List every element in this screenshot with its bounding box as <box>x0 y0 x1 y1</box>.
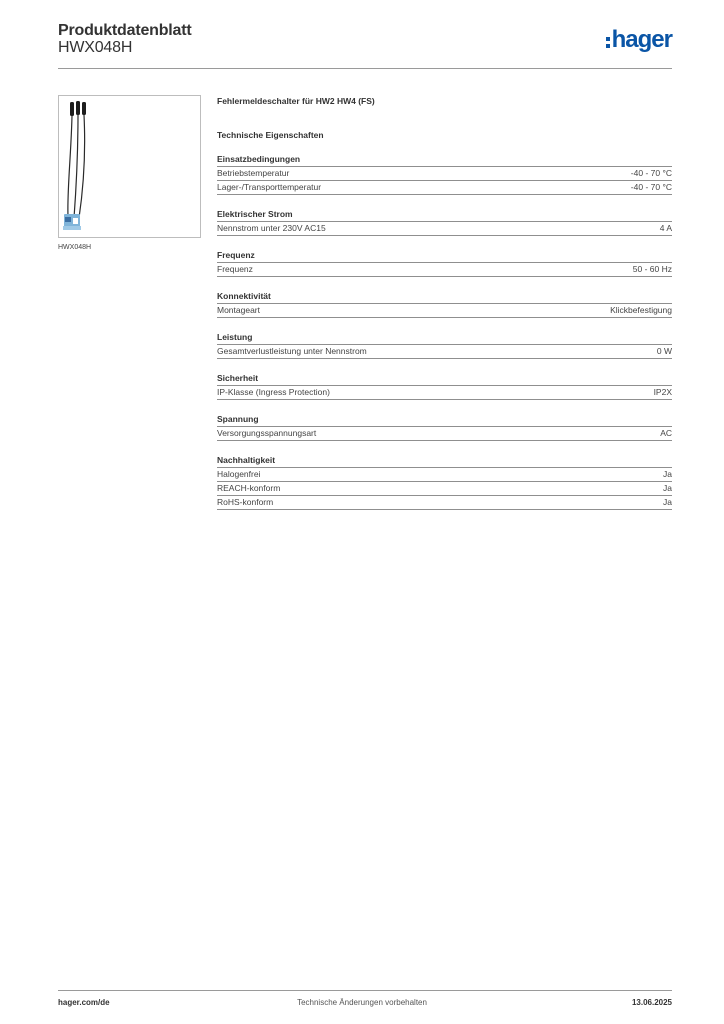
product-code: HWX048H <box>58 39 133 56</box>
page-header <box>58 22 672 70</box>
header-divider <box>58 68 672 69</box>
spec-value: 0 W <box>656 346 672 356</box>
product-image <box>58 95 201 238</box>
spec-group-title: Leistung <box>217 332 672 345</box>
spec-label: RoHS-konform <box>217 497 274 507</box>
spec-value: IP2X <box>653 387 672 397</box>
footer-website-link[interactable]: hager.com/de <box>58 998 110 1007</box>
spec-row <box>217 345 672 359</box>
spec-group-title: Einsatzbedingungen <box>217 154 672 167</box>
spec-group-title: Konnektivität <box>217 291 672 304</box>
spec-group <box>217 373 672 400</box>
spec-row <box>217 304 672 318</box>
spec-label: Nennstrom unter 230V AC15 <box>217 223 326 233</box>
logo-colon-icon <box>606 37 610 48</box>
spec-row <box>217 468 672 482</box>
spec-label: Versorgungsspannungsart <box>217 428 317 438</box>
spec-row <box>217 496 672 510</box>
logo-text: hager <box>611 26 672 53</box>
spec-row <box>217 427 672 441</box>
specifications <box>217 96 672 510</box>
spec-value: AC <box>660 428 672 438</box>
spec-group-title: Frequenz <box>217 250 672 263</box>
footer-notice: Technische Änderungen vorbehalten <box>297 998 427 1007</box>
spec-value: Klickbefestigung <box>610 305 672 315</box>
document-title: Produktdatenblatt <box>58 22 192 39</box>
spec-value: -40 - 70 °C <box>630 182 672 192</box>
spec-label: Gesamtverlustleistung unter Nennstrom <box>217 346 367 356</box>
spec-group <box>217 250 672 277</box>
spec-row <box>217 263 672 277</box>
hager-logo <box>606 28 672 52</box>
spec-row <box>217 222 672 236</box>
spec-label: IP-Klasse (Ingress Protection) <box>217 387 330 397</box>
product-image-caption: HWX048H <box>58 244 92 251</box>
spec-value: 50 - 60 Hz <box>632 264 672 274</box>
footer-date: 13.06.2025 <box>631 998 672 1007</box>
spec-label: Montageart <box>217 305 260 315</box>
spec-group <box>217 154 672 195</box>
spec-group-title: Elektrischer Strom <box>217 209 672 222</box>
spec-group-title: Nachhaltigkeit <box>217 455 672 468</box>
spec-label: Frequenz <box>217 264 253 274</box>
spec-label: REACH-konform <box>217 483 281 493</box>
spec-row <box>217 167 672 181</box>
spec-row <box>217 482 672 496</box>
spec-label: Halogenfrei <box>217 469 261 479</box>
spec-group <box>217 455 672 510</box>
spec-row <box>217 181 672 195</box>
spec-group-title: Sicherheit <box>217 373 672 386</box>
spec-value: 4 A <box>659 223 672 233</box>
spec-value: Ja <box>663 497 672 507</box>
spec-label: Lager-/Transporttemperatur <box>217 182 322 192</box>
spec-group <box>217 414 672 441</box>
spec-group <box>217 332 672 359</box>
spec-group <box>217 291 672 318</box>
section-title: Technische Eigenschaften <box>217 130 324 140</box>
spec-value: Ja <box>663 483 672 493</box>
product-image-drawing <box>59 96 202 239</box>
product-name: Fehlermeldeschalter für HW2 HW4 (FS) <box>217 96 375 106</box>
spec-group-title: Spannung <box>217 414 672 427</box>
spec-row <box>217 386 672 400</box>
spec-group <box>217 209 672 236</box>
spec-label: Betriebstemperatur <box>217 168 290 178</box>
footer-divider <box>58 990 672 991</box>
spec-value: -40 - 70 °C <box>630 168 672 178</box>
spec-value: Ja <box>663 469 672 479</box>
